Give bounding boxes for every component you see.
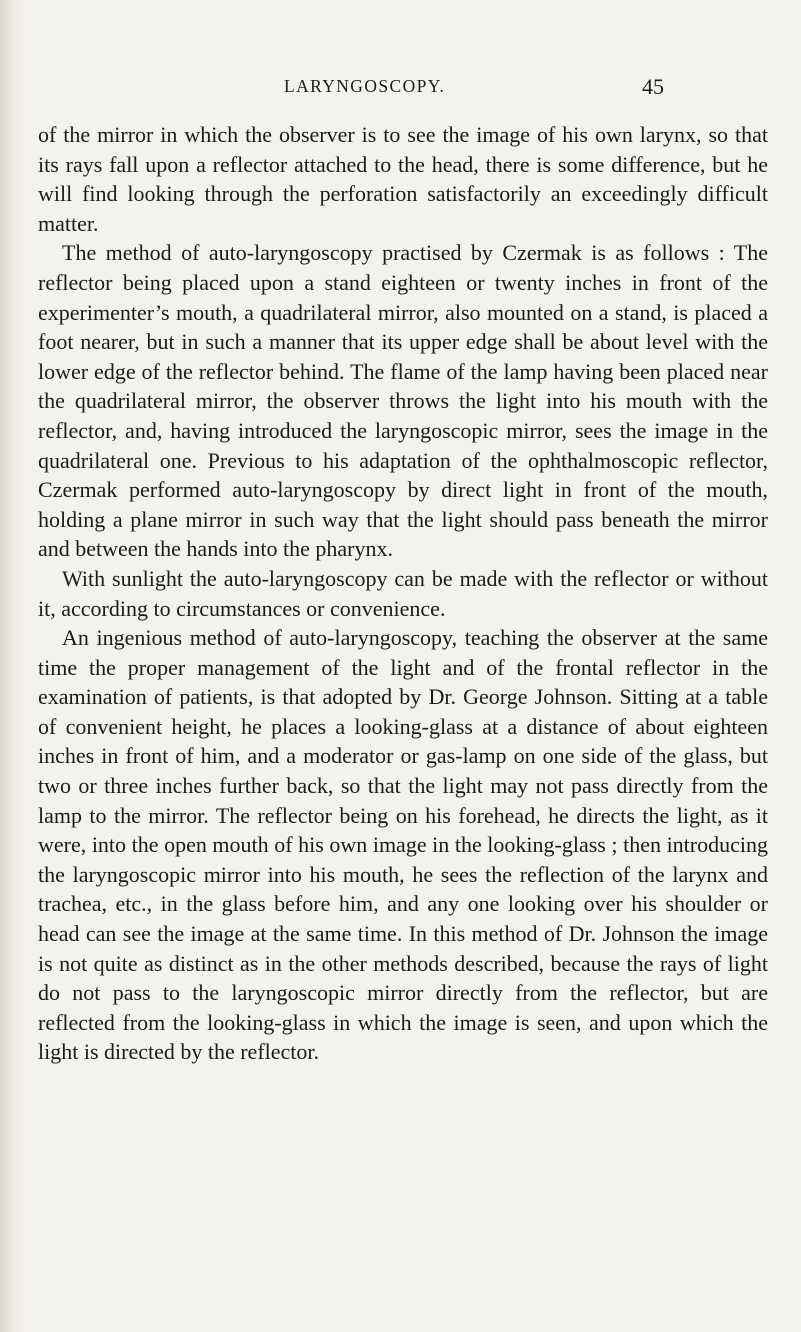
paragraph-johnson-method: An ingenious method of auto-laryngoscopy, teaching the observer at the same time the proper management of the light and of the frontal reflector in the examination of patients, is that adopted by Dr. George Johnson. Sitting at a table of convenient height, he places a looking-glass at a distance of about eighteen inches in front of him, and a moderator or gas-lamp on one side of the glass, but two or three inches further back, so that the light may not pass directly from the lamp to the mirror. The reflector being on his forehead, he directs the light, as it were, into the open mouth of his own image in the looking-glass ; then introducing the laryngoscopic mirror into his mouth, he sees the reflection of the larynx and trachea, etc., in the glass before him, and any one looking over his shoulder or head can see the image at the same time. In this method of Dr. Johnson the image is not quite as distinct as in the other methods described, because the rays of light do not pass to the laryngoscopic mirror directly from the reflector, but are reflected from the looking-glass in which the image is seen, and upon which the light is directed by the reflector. [38, 625, 768, 1065]
running-head [0, 76, 801, 106]
running-title: LARYNGOSCOPY. [284, 76, 446, 96]
body-text [38, 120, 768, 1067]
page-edge-shadow [0, 0, 26, 1332]
paragraph-sunlight: With sunlight the auto-laryngoscopy can be made with the reflector or without it, according to circumstances or convenience. [38, 565, 768, 621]
paragraph-czermak-method: The method of auto-laryngoscopy practised by Czermak is as follows : The reflector being placed upon a stand eighteen or twenty inches in front of the experimenter’s mouth, a quadrilateral mirror, also mounted on a stand, is placed a foot nearer, but in such a manner that its upper edge shall be about level with the lower edge of the reflector behind. The flame of the lamp having been placed near the quadrilateral mirror, the observer throws the light into his mouth with the reflector, and, having introduced the laryngoscopic mirror, sees the image in the quadrilateral one. Previous to his adaptation of the ophthalmoscopic reflector, Czermak performed auto-laryngoscopy by direct light in front of the mouth, holding a plane mirror in such way that the light should pass beneath the mirror and between the hands into the pharynx. [38, 240, 768, 562]
page-number: 45 [642, 74, 664, 99]
paragraph-continued: of the mirror in which the observer is to see the image of his own larynx, so that its rays fall upon a reflector attached to the head, there is some difference, but he will find looking through the perforation satisfactorily an exceedingly difficult matter. [38, 122, 768, 236]
